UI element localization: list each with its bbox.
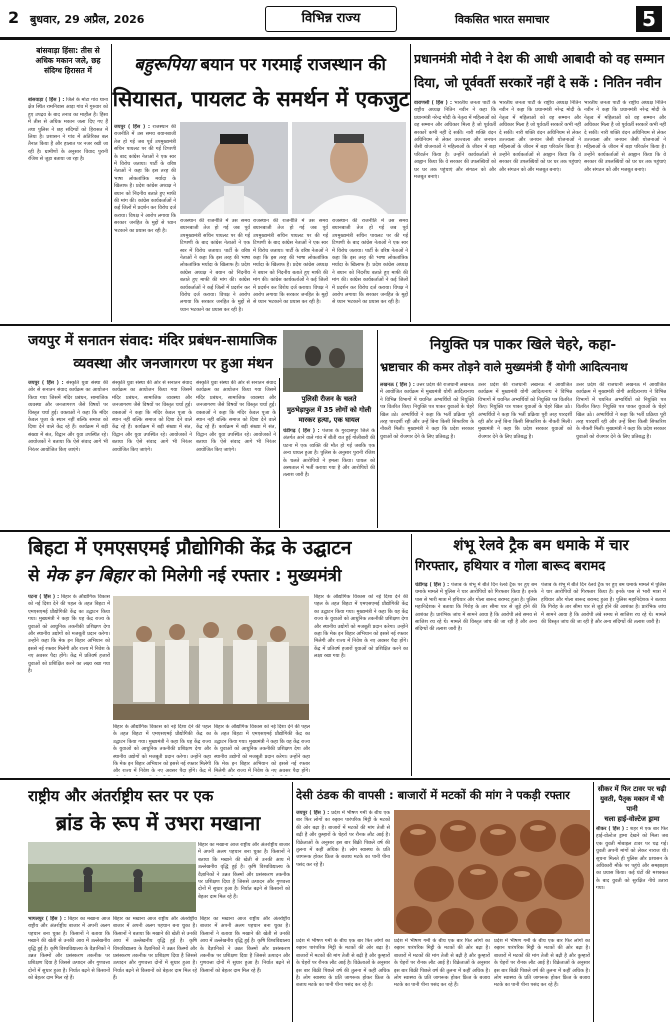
sikar-dateline: सीकर ( हिंस ) : bbox=[596, 826, 629, 832]
bihta-headline-post: को मिलेगी नई रफ्तार : मुख्यमंत्री bbox=[132, 566, 342, 586]
bihta-headline-line2 bbox=[28, 562, 408, 590]
bihta-headline-pre: से bbox=[28, 566, 46, 586]
blast-headline-line1: शंभू रेलवे ट्रैक बम धमाके में चार bbox=[453, 536, 629, 554]
sikar-headline-line1: सीकर में फिर टावर पर चढ़ी bbox=[597, 785, 667, 793]
yogi-body-col3 bbox=[576, 382, 666, 528]
gehlot-headline-line2: सियासत, पायलट के समर्थन में एकजुट bbox=[112, 87, 410, 111]
politician-photo-1 bbox=[180, 122, 288, 214]
punjab-body bbox=[283, 428, 375, 528]
bihta-text-1: बिहार के औद्योगिक विकास को नई दिशा देने की पहल के तहत बिहटा में एमएसएमई प्रौद्योगिकी केंद्र का उद्घाटन किया गया। मुख्यमंत्री ने कहा कि यह केंद्र राज्य के युवाओं को आधुनिक तकनीकी प्रशिक्षण देगा और स्थानीय उद्योगों को मजबूती प्रदान करेगा। उन्होंने कहा कि मेक इन बिहार अभियान को इससे नई रफ्तार मिलेगी और राज्य में निवेश के नए अवसर पैदा होंगे। केंद्र में प्रतिवर्ष हजारों युवाओं को प्रशिक्षित करने का लक्ष्य रखा गया है। bbox=[28, 594, 110, 675]
column-divider bbox=[411, 534, 412, 776]
page-number-left: 2 bbox=[8, 8, 20, 27]
punjab-kicker bbox=[283, 394, 375, 426]
section-divider bbox=[0, 530, 670, 532]
pm-headline-line2: दिया, जो पूर्ववर्ती सरकारें नहीं दे सकें : नितिन नवीन bbox=[414, 76, 662, 91]
makhana-text-2a: बिहार का मखाना आज राष्ट्रीय और अंतर्राष्ट्रीय बाजार में अपनी अलग पहचान बना चुका है। किसानों ने बताया कि मखाने की खेती से उनकी आय में उल्लेखनीय वृद्धि हुई है। कृषि विश्वविद्यालय के वैज्ञानिकों ने उन्नत किस्मों और प्रसंस्करण तकनीक पर प्रशिक्षण दिया है जिससे उत्पादन और गुणवत्ता दोनों में सुधार हुआ है। निर्यात बढ़ने से किसानों को बेहतर दाम मिल रहे हैं। bbox=[198, 842, 290, 900]
jaipur-text-2: संस्कृति युवा संस्था की ओर से सनातन संवाद कार्यक्रम का आयोजन किया गया जिसमें मंदिर प्रबंधन, सामाजिक व्यवस्था और जनजागरण जैसे विषयों पर विस्तृत चर्चा हुई। वक्ताओं ने कहा कि मंदिर केवल पूजा के स्थान नहीं बल्कि समाज को दिशा देने वाले केंद्र रहे हैं। कार्यक्रम में बड़ी संख्या में संत, विद्वान और युवा उपस्थित रहे। आयोजकों ने बताया कि ऐसे संवाद आगे भी निरंतर आयोजित किए जाएंगे। bbox=[112, 380, 192, 453]
makhana-text-1: बिहार का मखाना आज राष्ट्रीय और अंतर्राष्ट्रीय बाजार में अपनी अलग पहचान बना चुका है। किसानों ने बताया कि मखाने की खेती से उनकी आय में उल्लेखनीय वृद्धि हुई है। कृषि विश्वविद्यालय के वैज्ञानिकों ने उन्नत किस्मों और प्रसंस्करण तकनीक पर प्रशिक्षण दिया है जिससे उत्पादन और गुणवत्ता दोनों में सुधार हुआ है। निर्यात बढ़ने से किसानों को बेहतर दाम मिल रहे हैं। bbox=[28, 916, 110, 982]
newspaper-name: विकसित भारत समाचार bbox=[455, 13, 550, 26]
matka-text-2: प्रदेश में भीषण गर्मी के बीच एक बार फिर लोगों का रुझान पारंपरिक मिट्टी के मटकों की ओर बढ़ा है। बाजारों में मटकों की मांग तेजी से बढ़ी है और कुम्हारों के चेहरों पर रौनक लौट आई है। विक्रेताओं के अनुसार इस बार बिक्री पिछले वर्ष की तुलना में कहीं अधिक है। लोग स्वास्थ्य के प्रति जागरूक होकर फ्रिज के बजाय मटके का पानी पीना पसंद कर रहे हैं। bbox=[296, 938, 390, 989]
yogi-headline-line2: भ्रष्टाचार की कमर तोड़ने वाले मुख्यमंत्री हैं योगी आदित्यनाथ bbox=[380, 360, 628, 374]
yogi-body-col2 bbox=[478, 382, 572, 528]
gehlot-body-col3 bbox=[253, 218, 328, 322]
bihta-headline-line1: बिहटा में एमएसएमई प्रौद्योगिकी केंद्र के उद्घाटन bbox=[28, 537, 352, 559]
gehlot-dateline: जयपुर ( हिंस ) : bbox=[114, 124, 150, 130]
pm-body-col2 bbox=[499, 100, 581, 322]
gehlot-text-3: राजस्थान की राजनीति में उस समय बयानबाजी तेज हो गई जब पूर्व उपमुख्यमंत्री सचिन पायलट पर की गई टिप्पणी के बाद कांग्रेस नेताओं ने एक स्वर में विरोध जताया। पार्टी के वरिष्ठ नेताओं ने कहा कि इस तरह की भाषा लोकतांत्रिक मर्यादा के खिलाफ है। प्रदेश कांग्रेस अध्यक्ष ने बयान को निंदनीय बताते हुए माफी की मांग की। कांग्रेस कार्यकर्ताओं ने कई जिलों में प्रदर्शन कर विरोध दर्ज कराया। विपक्ष ने आरोप लगाया कि सरकार जनहित के मुद्दों से ध्यान भटकाने का प्रयास कर रही है। bbox=[253, 218, 328, 306]
makhana-text-2: बिहार का मखाना आज राष्ट्रीय और अंतर्राष्ट्रीय बाजार में अपनी अलग पहचान बना चुका है। किसानों ने बताया कि मखाने की खेती से उनकी आय में उल्लेखनीय वृद्धि हुई है। कृषि विश्वविद्यालय के वैज्ञानिकों ने उन्नत किस्मों और प्रसंस्करण तकनीक पर प्रशिक्षण दिया है जिससे उत्पादन और गुणवत्ता दोनों में सुधार हुआ है। निर्यात बढ़ने से किसानों को बेहतर दाम मिल रहे हैं। bbox=[113, 916, 197, 982]
gehlot-text-2: राजस्थान की राजनीति में उस समय बयानबाजी तेज हो गई जब पूर्व उपमुख्यमंत्री सचिन पायलट पर की गई टिप्पणी के बाद कांग्रेस नेताओं ने एक स्वर में विरोध जताया। पार्टी के वरिष्ठ नेताओं ने कहा कि इस तरह की भाषा लोकतांत्रिक मर्यादा के खिलाफ है। प्रदेश कांग्रेस अध्यक्ष ने बयान को निंदनीय बताते हुए माफी की मांग की। कांग्रेस कार्यकर्ताओं ने कई जिलों में प्रदर्शन कर विरोध दर्ज कराया। विपक्ष ने आरोप लगाया कि सरकार जनहित के मुद्दों से ध्यान भटकाने का प्रयास कर रही है। bbox=[180, 218, 250, 313]
blast-body-col2 bbox=[541, 582, 666, 776]
sikar-headline-line2: युवती, पैतृक मकान में भी पानी bbox=[600, 795, 664, 813]
yogi-dateline: लखनऊ ( हिंस ) : bbox=[380, 382, 415, 388]
makhana-headline-line2: ब्रांड के रूप में उभरा मखाना bbox=[55, 811, 261, 835]
punjab-photo bbox=[283, 330, 363, 392]
punjab-dateline: चंडीगढ़ ( हिंस ) : bbox=[283, 428, 320, 434]
gehlot-text-4: राजस्थान की राजनीति में उस समय बयानबाजी तेज हो गई जब पूर्व उपमुख्यमंत्री सचिन पायलट पर की गई टिप्पणी के बाद कांग्रेस नेताओं ने एक स्वर में विरोध जताया। पार्टी के वरिष्ठ नेताओं ने कहा कि इस तरह की भाषा लोकतांत्रिक मर्यादा के खिलाफ है। प्रदेश कांग्रेस अध्यक्ष ने बयान को निंदनीय बताते हुए माफी की मांग की। कांग्रेस कार्यकर्ताओं ने कई जिलों में प्रदर्शन कर विरोध दर्ज कराया। विपक्ष ने आरोप लगाया कि सरकार जनहित के मुद्दों से ध्यान भटकाने का प्रयास कर रही है। bbox=[332, 218, 408, 306]
jaipur-text-1: संस्कृति युवा संस्था की ओर से सनातन संवाद कार्यक्रम का आयोजन किया गया जिसमें मंदिर प्रबंधन, सामाजिक व्यवस्था और जनजागरण जैसे विषयों पर विस्तृत चर्चा हुई। वक्ताओं ने कहा कि मंदिर केवल पूजा के स्थान नहीं बल्कि समाज को दिशा देने वाले केंद्र रहे हैं। कार्यक्रम में बड़ी संख्या में संत, विद्वान और युवा उपस्थित रहे। आयोजकों ने बताया कि ऐसे संवाद आगे भी निरंतर आयोजित किए जाएंगे। bbox=[28, 380, 108, 453]
bihta-body-col1 bbox=[28, 594, 110, 776]
sikar-text: शहर में एक बार फिर हाई-वोल्टेज ड्रामा देखने को मिला जब एक युवती मोबाइल टावर पर चढ़ गई। युवती अपनी मांगों को लेकर नाराज थी। सूचना मिलते ही पुलिस और प्रशासन के अधिकारी मौके पर पहुंचे और समझाइश का प्रयास किया। कई घंटों की मशक्कत के बाद युवती को सुरक्षित नीचे उतारा गया। bbox=[596, 826, 668, 892]
brief-text: जिले के मोटा गांव थाना क्षेत्र स्थित रामनिवास आड़ा गांव में गुरुवार को हुए उपद्रव के बाद तनाव का माहौल है। हिंसा में तीस से अधिक मकान जला दिए गए हैं तथा पुलिस ने छह संदिग्धों को हिरासत में लिया है। प्रशासन ने गांव में अतिरिक्त बल तैनात किया है और हालात पर नजर रखी जा रही है। ग्रामीणों के अनुसार विवाद पुरानी रंजिश से जुड़ा बताया जा रहा है। bbox=[28, 97, 108, 163]
pm-body-col3 bbox=[584, 100, 666, 322]
bihta-text-3: बिहार के औद्योगिक विकास को नई दिशा देने की पहल के तहत बिहटा में एमएसएमई प्रौद्योगिकी केंद्र का उद्घाटन किया गया। मुख्यमंत्री ने कहा कि यह केंद्र राज्य के युवाओं को आधुनिक तकनीकी प्रशिक्षण देगा और स्थानीय उद्योगों को मजबूती प्रदान करेगा। उन्होंने कहा कि मेक इन बिहार अभियान को इससे नई रफ्तार मिलेगी और राज्य में निवेश के नए अवसर पैदा होंगे। bbox=[214, 724, 310, 775]
page-number: 5 bbox=[636, 6, 662, 32]
matka-dateline: जयपुर ( हिंस ) : bbox=[296, 810, 330, 816]
bihta-headline-italic: मेक इन बिहार bbox=[45, 566, 133, 586]
punjab-kicker-line1: पुलिसी रीजन के चलते bbox=[301, 395, 357, 403]
sikar-headline-line3: चला हाई-वोल्टेज ड्रामा bbox=[604, 815, 660, 823]
jaipur-headline-line2: व्यवस्था और जनजागरण पर हुआ मंथन bbox=[73, 356, 273, 372]
matka-text-3: प्रदेश में भीषण गर्मी के बीच एक बार फिर लोगों का रुझान पारंपरिक मिट्टी के मटकों की ओर बढ़ा है। बाजारों में मटकों की मांग तेजी से बढ़ी है और कुम्हारों के चेहरों पर रौनक लौट आई है। विक्रेताओं के अनुसार इस बार बिक्री पिछले वर्ष की तुलना में कहीं अधिक है। लोग स्वास्थ्य के प्रति जागरूक होकर फ्रिज के बजाय मटके का पानी पीना पसंद कर रहे हैं। bbox=[394, 938, 490, 989]
matka-body-col4 bbox=[494, 938, 590, 1022]
blast-text-2: पंजाब के शंभू में बीते दिन रेलवे ट्रैक पर हुए बम धमाके मामले में पुलिस ने चार आरोपियों को गिरफ्तार किया है। इनके पास से भारी मात्रा में हथियार और गोला बारूद बरामद हुआ है। पुलिस महानिदेशक ने बताया कि गिरोह के तार सीमा पार से जुड़े होने की आशंका है। प्रारंभिक जांच में सामने आया है कि आरोपी लंबे समय से साजिश रच रहे थे। मामले की विस्तृत जांच की जा रही है और अन्य संदिग्धों की तलाश जारी है। bbox=[541, 582, 666, 626]
pm-dateline: वाराणसी ( हिंस ) : bbox=[414, 100, 452, 106]
jaipur-body-col3 bbox=[196, 380, 276, 528]
pm-text-2: भारतीय जनता पार्टी के राष्ट्रीय अध्यक्ष नितिन नवीन ने कहा कि प्रधानमंत्री नरेन्द्र मोदी के नेतृत्व में महिलाओं को वह सम्मान और अधिकार मिला है जो पूर्ववर्ती सरकारें कभी नहीं दे सकीं। नारी शक्ति वंदन अधिनियम से लेकर उज्ज्वला और जनधन जैसी योजनाओं ने महिलाओं के जीवन में बड़ा परिवर्तन किया है। उन्होंने कार्यकर्ताओं से आह्वान किया कि वे सरकार की उपलब्धियों को घर घर तक पहुंचाएं और संगठन को और मजबूत बनाएं। bbox=[499, 100, 581, 173]
column-divider bbox=[377, 330, 378, 528]
politician-photo-2 bbox=[292, 122, 406, 214]
sikar-headline bbox=[596, 784, 668, 824]
brief-headline: बांसवाड़ा हिंसा: तीस से अधिक मकान जले, छह संदिग्ध हिरासत में bbox=[35, 46, 101, 75]
column-divider bbox=[410, 44, 411, 322]
blast-body-col1 bbox=[415, 582, 537, 776]
bihta-text-4: बिहार के औद्योगिक विकास को नई दिशा देने की पहल के तहत बिहटा में एमएसएमई प्रौद्योगिकी केंद्र का उद्घाटन किया गया। मुख्यमंत्री ने कहा कि यह केंद्र राज्य के युवाओं को आधुनिक तकनीकी प्रशिक्षण देगा और स्थानीय उद्योगों को मजबूती प्रदान करेगा। उन्होंने कहा कि मेक इन बिहार अभियान को इससे नई रफ्तार मिलेगी और राज्य में निवेश के नए अवसर पैदा होंगे। केंद्र में प्रतिवर्ष हजारों युवाओं को प्रशिक्षित करने का लक्ष्य रखा गया है। bbox=[314, 594, 408, 660]
gehlot-text-1: राजस्थान की राजनीति में उस समय बयानबाजी तेज हो गई जब पूर्व उपमुख्यमंत्री सचिन पायलट पर की गई टिप्पणी के बाद कांग्रेस नेताओं ने एक स्वर में विरोध जताया। पार्टी के वरिष्ठ नेताओं ने कहा कि इस तरह की भाषा लोकतांत्रिक मर्यादा के खिलाफ है। प्रदेश कांग्रेस अध्यक्ष ने बयान को निंदनीय बताते हुए माफी की मांग की। कांग्रेस कार्यकर्ताओं ने कई जिलों में प्रदर्शन कर विरोध दर्ज कराया। विपक्ष ने आरोप लगाया कि सरकार जनहित के मुद्दों से ध्यान भटकाने का प्रयास कर रही है। bbox=[114, 124, 176, 234]
gehlot-body-col4 bbox=[332, 218, 408, 322]
matka-text-4: प्रदेश में भीषण गर्मी के बीच एक बार फिर लोगों का रुझान पारंपरिक मिट्टी के मटकों की ओर बढ़ा है। बाजारों में मटकों की मांग तेजी से बढ़ी है और कुम्हारों के चेहरों पर रौनक लौट आई है। विक्रेताओं के अनुसार इस बार बिक्री पिछले वर्ष की तुलना में कहीं अधिक है। लोग स्वास्थ्य के प्रति जागरूक होकर फ्रिज के बजाय मटके का पानी पीना पसंद कर रहे हैं। bbox=[494, 938, 590, 989]
pm-text-3: भारतीय जनता पार्टी के राष्ट्रीय अध्यक्ष नितिन नवीन ने कहा कि प्रधानमंत्री नरेन्द्र मोदी के नेतृत्व में महिलाओं को वह सम्मान और अधिकार मिला है जो पूर्ववर्ती सरकारें कभी नहीं दे सकीं। नारी शक्ति वंदन अधिनियम से लेकर उज्ज्वला और जनधन जैसी योजनाओं ने महिलाओं के जीवन में बड़ा परिवर्तन किया है। उन्होंने कार्यकर्ताओं से आह्वान किया कि वे सरकार की उपलब्धियों को घर घर तक पहुंचाएं और संगठन को और मजबूत बनाएं। bbox=[584, 100, 666, 173]
gehlot-headline-italic: बहुरूपिया bbox=[134, 55, 195, 75]
matka-body-col2 bbox=[296, 938, 390, 1022]
gehlot-body-col1 bbox=[114, 124, 176, 322]
makhana-field-photo bbox=[28, 842, 196, 912]
column-divider bbox=[279, 378, 280, 528]
section-title: विभिन्न राज्य bbox=[265, 6, 397, 32]
bihta-dateline: पटना ( हिंस ) : bbox=[28, 594, 60, 600]
bihta-body-col4 bbox=[314, 594, 408, 776]
matka-headline: देसी ठंडक की वापसी : बाजारों में मटकों की मांग ने पकड़ी रफ्तार bbox=[296, 788, 570, 802]
column-divider bbox=[292, 782, 293, 1022]
brief-dateline: बांसवाड़ा ( हिंस ) : bbox=[28, 97, 65, 103]
jaipur-headline-line1: जयपुर में सनातन संवाद: मंदिर प्रबंधन-सामाजिक bbox=[28, 333, 277, 349]
matka-text-1: प्रदेश में भीषण गर्मी के बीच एक बार फिर लोगों का रुझान पारंपरिक मिट्टी के मटकों की ओर बढ़ा है। बाजारों में मटकों की मांग तेजी से बढ़ी है और कुम्हारों के चेहरों पर रौनक लौट आई है। विक्रेताओं के अनुसार इस बार बिक्री पिछले वर्ष की तुलना में कहीं अधिक है। लोग स्वास्थ्य के प्रति जागरूक होकर फ्रिज के बजाय मटके का पानी पीना पसंद कर रहे हैं। bbox=[296, 810, 390, 868]
yogi-text-3: उत्तर प्रदेश की राजधानी लखनऊ में आयोजित कार्यक्रम में मुख्यमंत्री योगी आदित्यनाथ ने विभिन्न विभागों में चयनित अभ्यर्थियों को नियुक्ति पत्र वितरित किए। नियुक्ति पत्र पाकर युवाओं के चेहरे खिल उठे। अभ्यर्थियों ने कहा कि भर्ती प्रक्रिया पूरी तरह पारदर्शी रही और उन्हें बिना किसी सिफारिश के नौकरी मिली। मुख्यमंत्री ने कहा कि प्रदेश सरकार युवाओं को रोजगार देने के लिए प्रतिबद्ध है। bbox=[576, 382, 666, 440]
makhana-body-col1 bbox=[28, 916, 110, 1022]
punjab-kicker-line3: मारकर हत्या, एक घायल bbox=[298, 416, 360, 424]
section-divider bbox=[0, 778, 670, 780]
punjab-text: पंजाब के गुरदासपुर जिले के अंतर्गत आने वाले गांव में बीती रात हुई गोलीबारी की घटना में एक व्यक्ति की मौत हो गई जबकि एक अन्य घायल हुआ है। पुलिस के अनुसार पुरानी रंजिश के चलते आरोपियों ने हमला किया। घायल को अस्पताल में भर्ती कराया गया है और आरोपियों की तलाश जारी है। bbox=[283, 428, 375, 479]
makhana-text-3: बिहार का मखाना आज राष्ट्रीय और अंतर्राष्ट्रीय बाजार में अपनी अलग पहचान बना चुका है। किसानों ने बताया कि मखाने की खेती से उनकी आय में उल्लेखनीय वृद्धि हुई है। कृषि विश्वविद्यालय के वैज्ञानिकों ने उन्नत किस्मों और प्रसंस्करण तकनीक पर प्रशिक्षण दिया है जिससे उत्पादन और गुणवत्ता दोनों में सुधार हुआ है। निर्यात बढ़ने से किसानों को बेहतर दाम मिल रहे हैं। bbox=[200, 916, 290, 974]
inauguration-photo bbox=[113, 596, 309, 720]
masthead bbox=[0, 0, 670, 40]
makhana-body-col3 bbox=[200, 916, 290, 1022]
bihta-body-col3 bbox=[214, 724, 310, 776]
gehlot-headline-line1 bbox=[114, 50, 406, 80]
column-divider bbox=[593, 782, 594, 1022]
jaipur-dateline: जयपुर ( हिंस ) : bbox=[28, 380, 64, 386]
yogi-text-1: उत्तर प्रदेश की राजधानी लखनऊ में आयोजित कार्यक्रम में मुख्यमंत्री योगी आदित्यनाथ ने विभिन्न विभागों में चयनित अभ्यर्थियों को नियुक्ति पत्र वितरित किए। नियुक्ति पत्र पाकर युवाओं के चेहरे खिल उठे। अभ्यर्थियों ने कहा कि भर्ती प्रक्रिया पूरी तरह पारदर्शी रही और उन्हें बिना किसी सिफारिश के नौकरी मिली। मुख्यमंत्री ने कहा कि प्रदेश सरकार युवाओं को रोजगार देने के लिए प्रतिबद्ध है। bbox=[380, 382, 474, 440]
blast-dateline: चंडीगढ़ ( हिंस ) : bbox=[415, 582, 450, 588]
pottery-photo bbox=[394, 810, 590, 934]
makhana-headline-line1: राष्ट्रीय और अंतर्राष्ट्रीय स्तर पर एक bbox=[28, 787, 214, 805]
blast-headline-line2: गिरफ्तार, हथियार व गोला बारूद बरामद bbox=[415, 559, 606, 574]
punjab-kicker-line2: मुठभेड़ाफुल में 35 लोगों को गोली bbox=[286, 405, 372, 414]
issue-date: बुधवार, 29 अप्रैल, 2026 bbox=[30, 13, 145, 26]
bihta-body-col2 bbox=[113, 724, 211, 776]
gehlot-headline-rest: बयान पर गरमाई राजस्थान की bbox=[194, 55, 386, 75]
pm-text-1: भारतीय जनता पार्टी के राष्ट्रीय अध्यक्ष नितिन नवीन ने कहा कि प्रधानमंत्री नरेन्द्र मोदी के नेतृत्व में महिलाओं को वह सम्मान और अधिकार मिला है जो पूर्ववर्ती सरकारें कभी नहीं दे सकीं। नारी शक्ति वंदन अधिनियम से लेकर उज्ज्वला और जनधन जैसी योजनाओं ने महिलाओं के जीवन में बड़ा परिवर्तन किया है। उन्होंने कार्यकर्ताओं से आह्वान किया कि वे सरकार की उपलब्धियों को घर घर तक पहुंचाएं और संगठन को और मजबूत बनाएं। bbox=[414, 100, 496, 181]
pm-body-col1 bbox=[414, 100, 496, 322]
blast-text-1: पंजाब के शंभू में बीते दिन रेलवे ट्रैक पर हुए बम धमाके मामले में पुलिस ने चार आरोपियों को गिरफ्तार किया है। इनके पास से भारी मात्रा में हथियार और गोला बारूद बरामद हुआ है। पुलिस महानिदेशक ने बताया कि गिरोह के तार सीमा पार से जुड़े होने की आशंका है। प्रारंभिक जांच में सामने आया है कि आरोपी लंबे समय से साजिश रच रहे थे। मामले की विस्तृत जांच की जा रही है और अन्य संदिग्धों की तलाश जारी है। bbox=[415, 582, 537, 633]
yogi-headline-line1: नियुक्ति पत्र पाकर खिले चेहरे, कहा- bbox=[429, 337, 617, 353]
jaipur-body-col2 bbox=[112, 380, 192, 528]
makhana-dateline: भागलपुर ( हिंस ) : bbox=[28, 916, 66, 922]
yogi-body-col1 bbox=[380, 382, 474, 528]
section-divider bbox=[0, 324, 670, 326]
yogi-text-2: उत्तर प्रदेश की राजधानी लखनऊ में आयोजित कार्यक्रम में मुख्यमंत्री योगी आदित्यनाथ ने विभिन्न विभागों में चयनित अभ्यर्थियों को नियुक्ति पत्र वितरित किए। नियुक्ति पत्र पाकर युवाओं के चेहरे खिल उठे। अभ्यर्थियों ने कहा कि भर्ती प्रक्रिया पूरी तरह पारदर्शी रही और उन्हें बिना किसी सिफारिश के नौकरी मिली। मुख्यमंत्री ने कहा कि प्रदेश सरकार युवाओं को रोजगार देने के लिए प्रतिबद्ध है। bbox=[478, 382, 572, 440]
gehlot-body-col2 bbox=[180, 218, 250, 322]
matka-body-col3 bbox=[394, 938, 490, 1022]
sikar-body bbox=[596, 826, 668, 1022]
matka-body-col1 bbox=[296, 810, 390, 934]
makhana-body-col2a bbox=[198, 842, 290, 912]
jaipur-body-col1 bbox=[28, 380, 108, 528]
jaipur-text-3: संस्कृति युवा संस्था की ओर से सनातन संवाद कार्यक्रम का आयोजन किया गया जिसमें मंदिर प्रबंधन, सामाजिक व्यवस्था और जनजागरण जैसे विषयों पर विस्तृत चर्चा हुई। वक्ताओं ने कहा कि मंदिर केवल पूजा के स्थान नहीं बल्कि समाज को दिशा देने वाले केंद्र रहे हैं। कार्यक्रम में बड़ी संख्या में संत, विद्वान और युवा उपस्थित रहे। आयोजकों ने बताया कि ऐसे संवाद आगे भी निरंतर आयोजित किए जाएंगे। bbox=[196, 380, 276, 453]
bihta-text-2: बिहार के औद्योगिक विकास को नई दिशा देने की पहल के तहत बिहटा में एमएसएमई प्रौद्योगिकी केंद्र का उद्घाटन किया गया। मुख्यमंत्री ने कहा कि यह केंद्र राज्य के युवाओं को आधुनिक तकनीकी प्रशिक्षण देगा और स्थानीय उद्योगों को मजबूती प्रदान करेगा। उन्होंने कहा कि मेक इन बिहार अभियान को इससे नई रफ्तार मिलेगी और राज्य में निवेश के नए अवसर पैदा होंगे। केंद्र में bbox=[113, 724, 211, 775]
makhana-body-col2 bbox=[113, 916, 197, 1022]
pm-headline-line1: प्रधानमंत्री मोदी ने देश की आधी आबादी को वह सम्मान bbox=[414, 51, 665, 66]
brief-body bbox=[28, 97, 108, 322]
